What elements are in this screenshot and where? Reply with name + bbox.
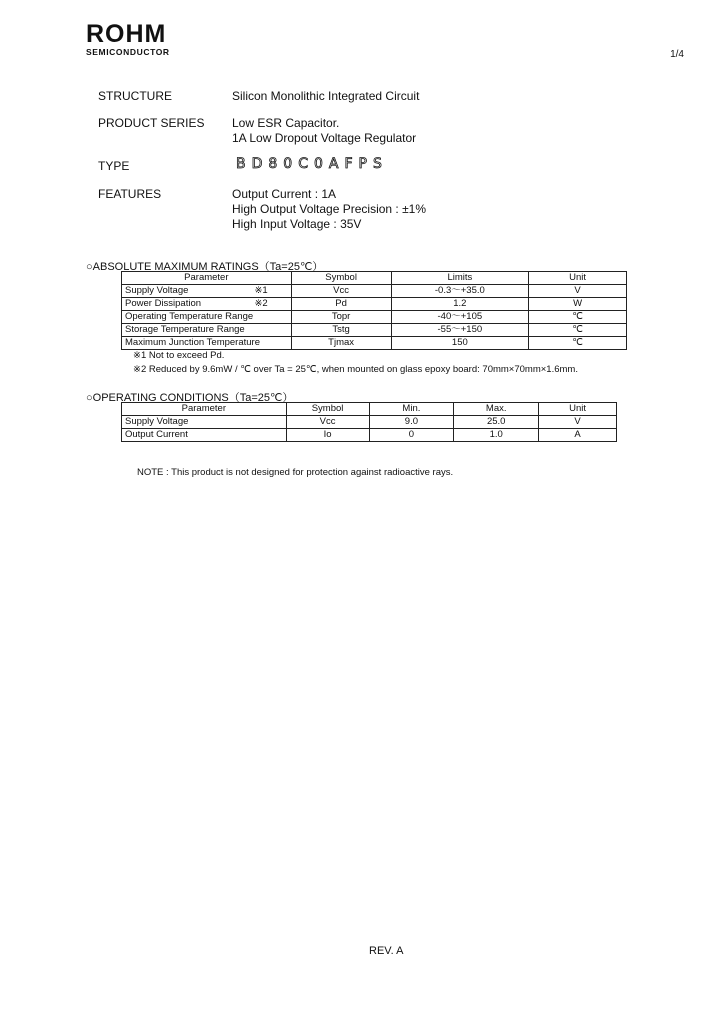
symbol-cell: Io [286, 429, 369, 442]
header-unit: Unit [529, 272, 627, 285]
feature-item: Output Current : 1A [232, 187, 337, 201]
unit-cell: V [539, 416, 617, 429]
param-cell: Storage Temperature Range [122, 324, 292, 337]
param-cell: Output Current [122, 429, 287, 442]
symbol-cell: Vcc [286, 416, 369, 429]
header-parameter: Parameter [122, 403, 287, 416]
unit-cell: A [539, 429, 617, 442]
unit-cell: ℃ [529, 311, 627, 324]
radiation-note: NOTE : This product is not designed for protection against radioactive rays. [137, 467, 454, 478]
limits-cell: -40～+105 [391, 311, 529, 324]
logo-main-text: ROHM [86, 20, 167, 48]
series-line-2: 1A Low Dropout Voltage Regulator [232, 131, 417, 145]
param-cell: Maximum Junction Temperature [122, 337, 292, 350]
op-cond-title: ○OPERATING CONDITIONS（Ta=25℃） [86, 392, 294, 404]
table-header-row [122, 403, 617, 416]
table-row [122, 311, 627, 324]
param-cell [122, 285, 292, 298]
max-cell: 1.0 [454, 429, 539, 442]
features-label: FEATURES [98, 187, 162, 201]
symbol-cell: Pd [291, 298, 391, 311]
abs-max-table [121, 271, 627, 350]
type-label: TYPE [98, 159, 130, 173]
table-header-row [122, 272, 627, 285]
revision-label: REV. A [369, 945, 404, 957]
feature-item: High Input Voltage : 35V [232, 217, 362, 231]
structure-value: Silicon Monolithic Integrated Circuit [232, 89, 420, 103]
table-row [122, 337, 627, 350]
op-cond-table [121, 402, 617, 442]
table-row [122, 285, 627, 298]
table-row [122, 298, 627, 311]
header-parameter: Parameter [122, 272, 292, 285]
min-cell: 0 [369, 429, 454, 442]
features-list [232, 187, 426, 232]
symbol-cell: Tjmax [291, 337, 391, 350]
unit-cell: ℃ [529, 337, 627, 350]
header-max: Max. [454, 403, 539, 416]
note-mark: ※2 [254, 298, 268, 309]
table-row [122, 324, 627, 337]
limits-cell: -0.3～+35.0 [391, 285, 529, 298]
header-min: Min. [369, 403, 454, 416]
feature-item: High Output Voltage Precision : ±1% [232, 202, 427, 216]
symbol-cell: Vcc [291, 285, 391, 298]
abs-max-title: ○ABSOLUTE MAXIMUM RATINGS（Ta=25℃） [86, 261, 324, 273]
header-limits: Limits [391, 272, 529, 285]
param-cell: Supply Voltage [122, 416, 287, 429]
param-text: Power Dissipation [125, 298, 202, 309]
min-cell: 9.0 [369, 416, 454, 429]
max-cell: 25.0 [454, 416, 539, 429]
type-value: BD80C0AFPS [236, 156, 388, 172]
header-symbol: Symbol [286, 403, 369, 416]
series-line-1: Low ESR Capacitor. [232, 116, 340, 130]
table-row [122, 429, 617, 442]
limits-cell: -55～+150 [391, 324, 529, 337]
symbol-cell: Tstg [291, 324, 391, 337]
series-label: PRODUCT SERIES [98, 116, 205, 130]
note-mark: ※1 [254, 285, 268, 296]
param-cell: Operating Temperature Range [122, 311, 292, 324]
header-unit: Unit [539, 403, 617, 416]
unit-cell: V [529, 285, 627, 298]
symbol-cell: Topr [291, 311, 391, 324]
param-text: Supply Voltage [125, 285, 189, 296]
structure-label: STRUCTURE [98, 89, 172, 103]
header-symbol: Symbol [291, 272, 391, 285]
table-row [122, 416, 617, 429]
page-number: 1/4 [670, 49, 684, 60]
limits-cell: 1.2 [391, 298, 529, 311]
footnote-2: ※2 Reduced by 9.6mW / ℃ over Ta = 25℃, when mounted on glass epoxy board: 70mm×70mm×1.6mm. [133, 364, 578, 375]
unit-cell: W [529, 298, 627, 311]
unit-cell: ℃ [529, 324, 627, 337]
logo-sub-text: SEMICONDUCTOR [86, 47, 170, 57]
rohm-logo [86, 22, 170, 57]
footnote-1: ※1 Not to exceed Pd. [133, 350, 225, 361]
limits-cell: 150 [391, 337, 529, 350]
param-cell [122, 298, 292, 311]
series-value [232, 116, 416, 146]
